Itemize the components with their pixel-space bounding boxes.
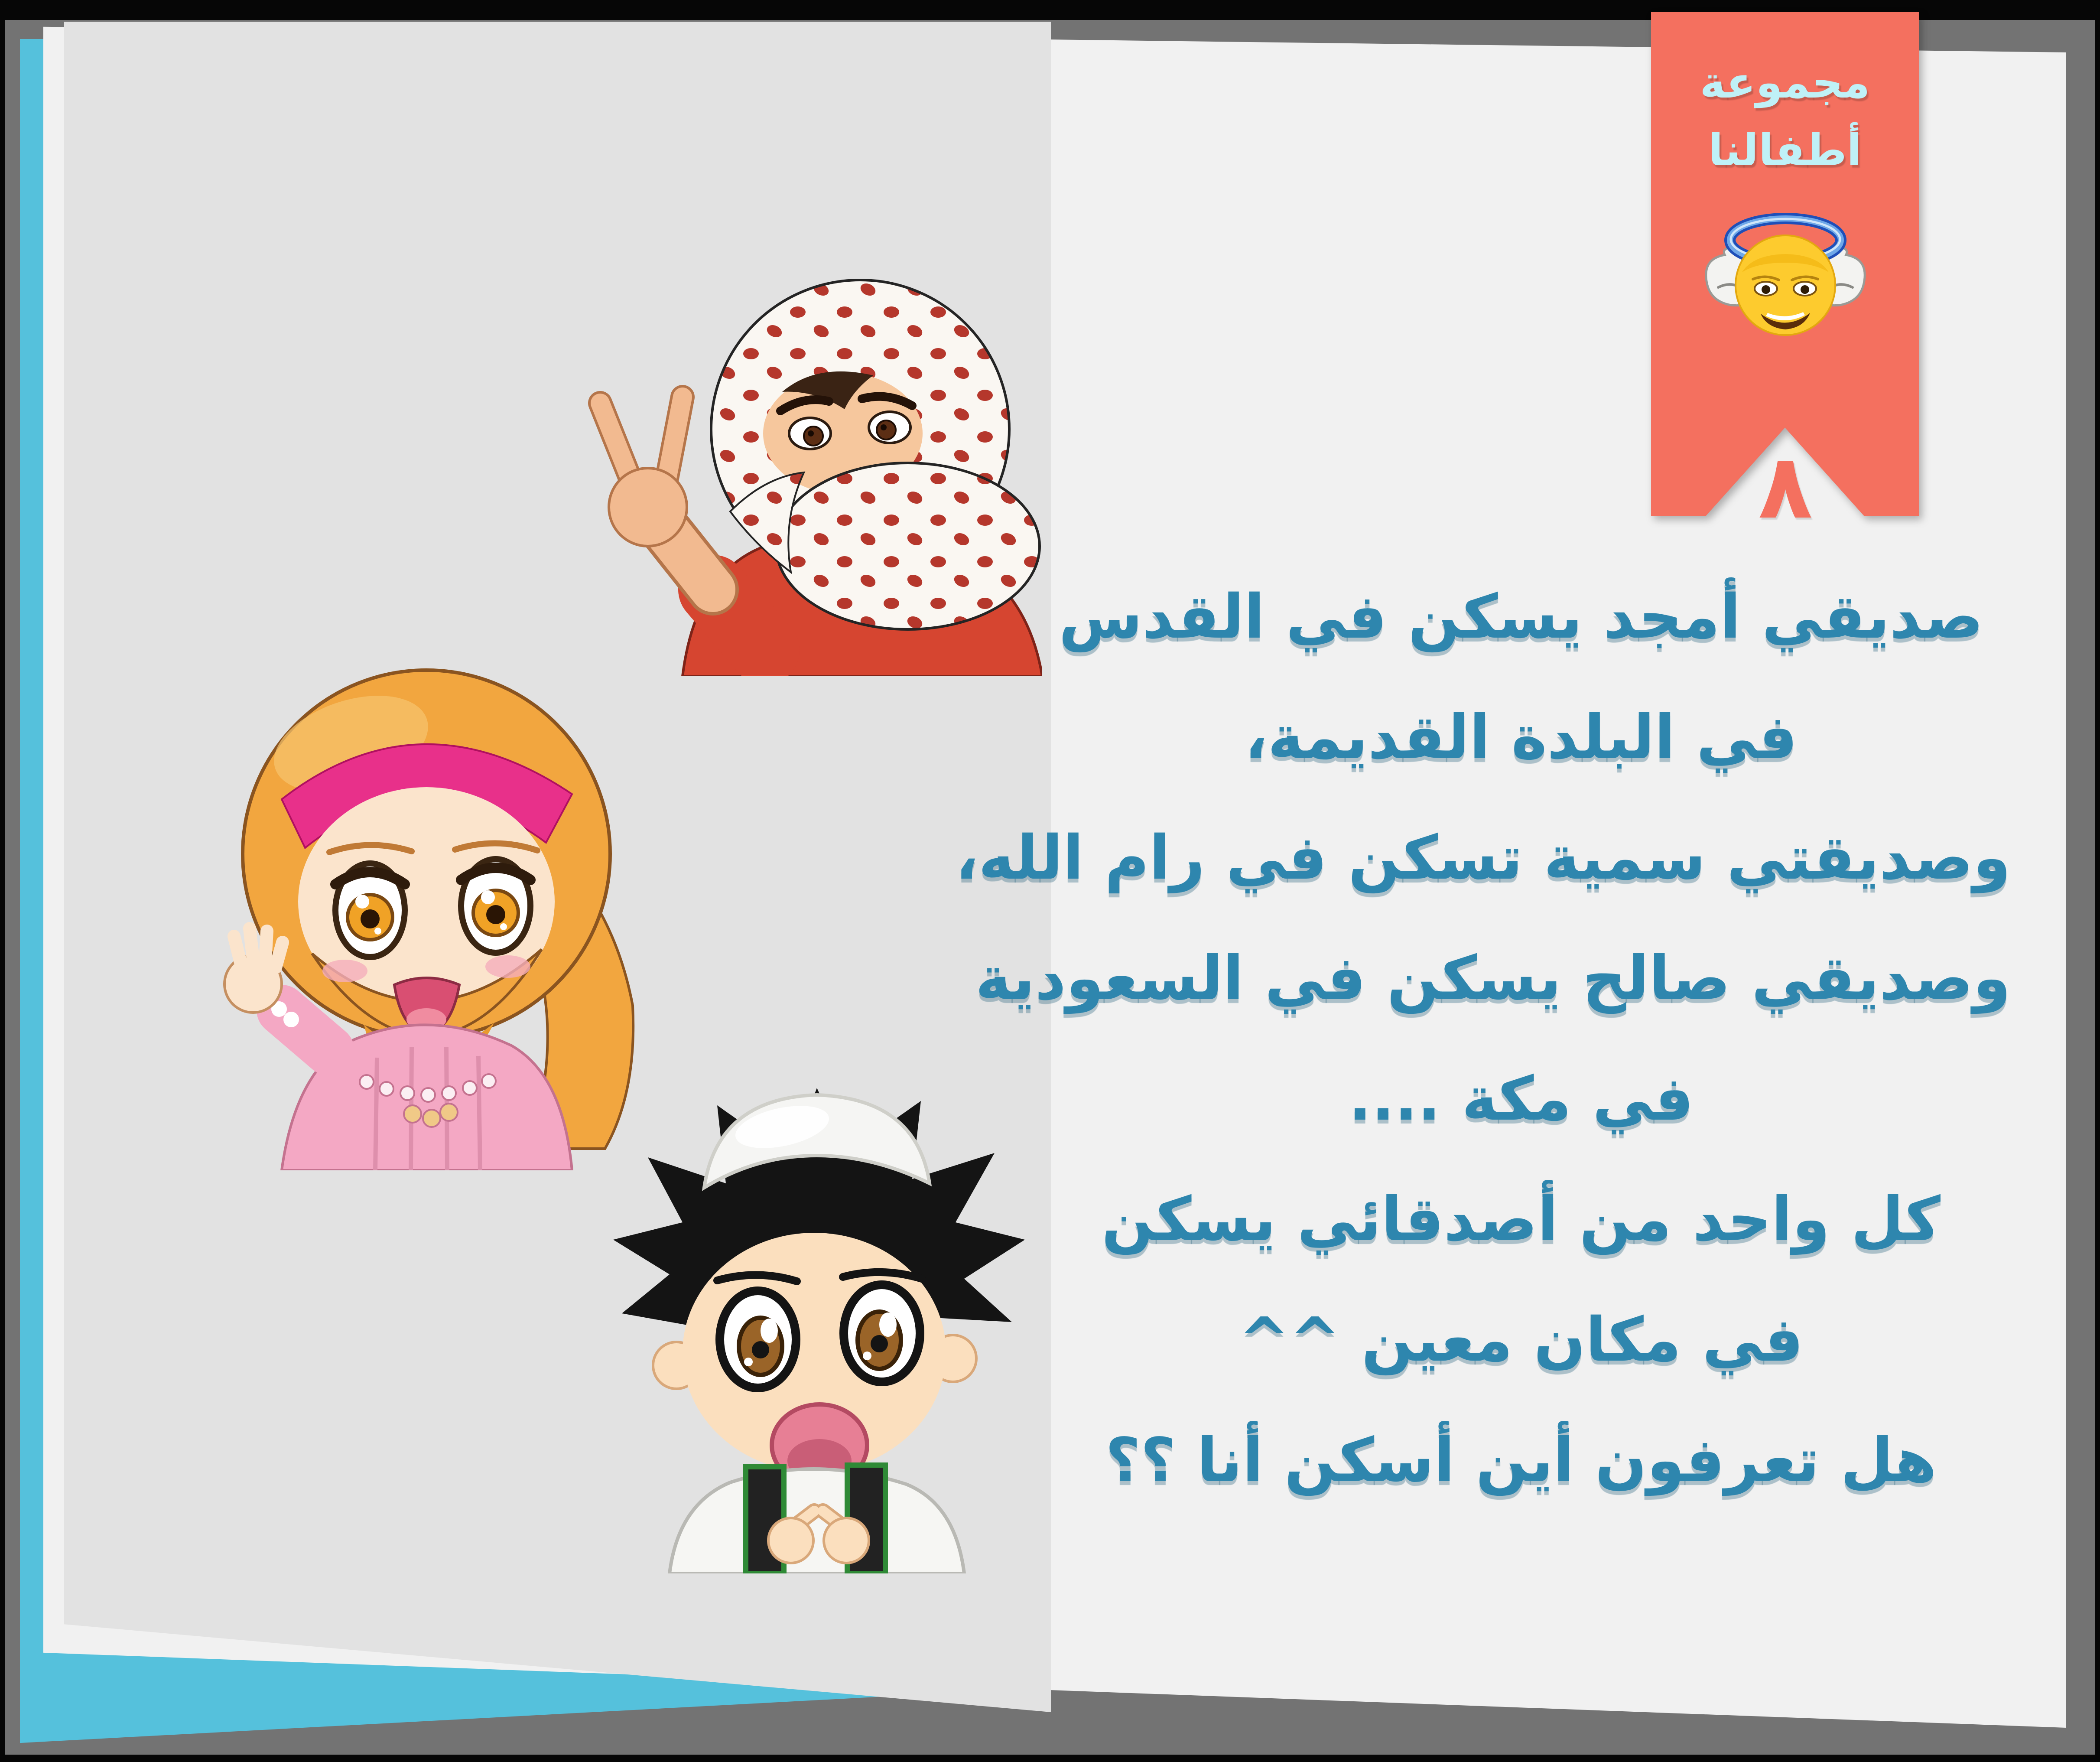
story-line: هل تعرفون أين أسكن أنا ؟؟ (1105, 1425, 1937, 1496)
story-line: وصديقتي سمية تسكن في رام الله، (955, 823, 2011, 893)
hijab-girl-icon (199, 642, 650, 1170)
story-line: في مكان معين ^^ (1239, 1305, 1804, 1375)
story-line: وصديقي صالح يسكن في السعودية (975, 943, 2011, 1014)
story-line: كل واحد من أصدقائي يسكن (1102, 1184, 1941, 1255)
story-text (955, 557, 2011, 1521)
page-number-badge: ٨ (1758, 436, 1813, 539)
keffiyeh-boy-illustration (505, 260, 1042, 676)
story-line: صديقي أمجد يسكن في القدس (1059, 582, 1983, 652)
ribbon-title (1651, 49, 1919, 184)
hijab-girl-illustration (199, 642, 650, 1170)
story-line: في مكة .... (1348, 1064, 1694, 1134)
keffiyeh-boy-icon (505, 260, 1042, 676)
ribbon-title-line1: مجموعة (1700, 57, 1870, 108)
baby-angel-emoji-icon (1701, 194, 1870, 350)
cap-boy-illustration (587, 1053, 1038, 1573)
story-line: في البلدة القديمة، (1245, 702, 1798, 773)
cap-boy-icon (587, 1053, 1038, 1573)
ribbon-title-line2: أطفالنا (1708, 125, 1862, 176)
